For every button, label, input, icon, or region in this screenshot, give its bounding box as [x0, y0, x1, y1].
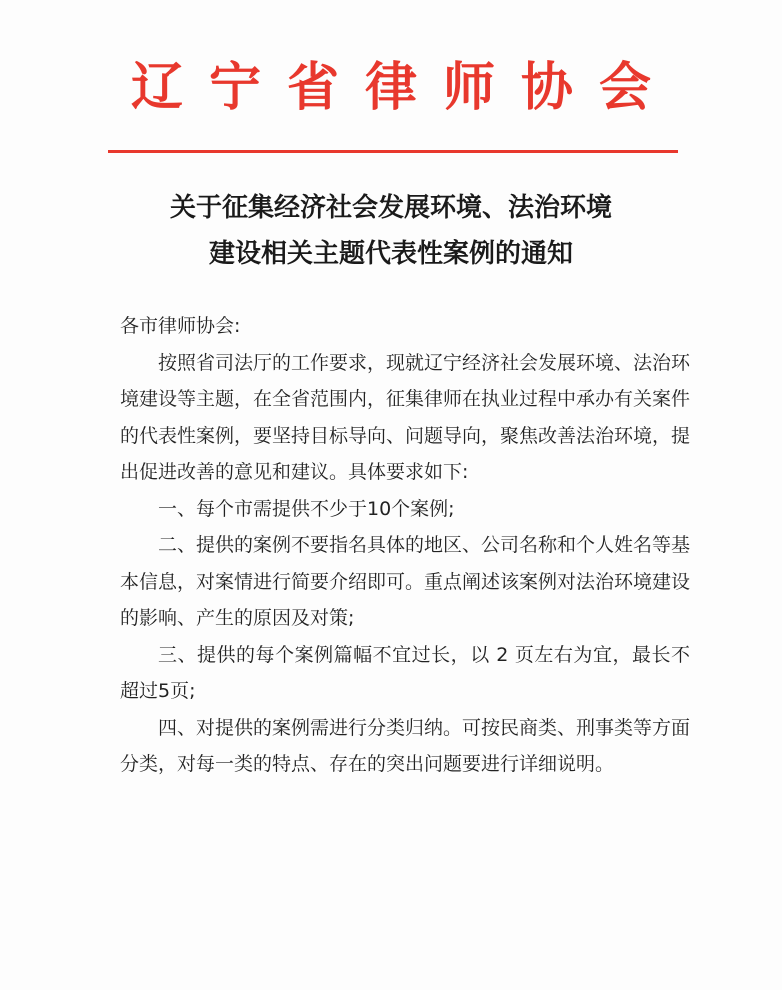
paragraph-intro: 按照省司法厅的工作要求，现就辽宁经济社会发展环境、法治环境建设等主题，在全省范围内，征集律师在执业过程中承办有关案件的代表性案例，要坚持目标导向、问题导向，聚焦改善法治环境，提出促进改善的意见和建议。具体要求如下:: [120, 351, 691, 483]
notice-body: [120, 308, 690, 783]
notice-title-line-2: 建设相关主题代表性案例的通知: [208, 239, 573, 269]
letterhead-title: 辽宁省律师协会: [130, 57, 677, 118]
notice-title-line-1: 关于征集经济社会发展环境、法治环境: [169, 193, 612, 223]
paragraph-item-3: 三、提供的每个案例篇幅不宜过长，以 2 页左右为宜，最长不超过5页;: [120, 643, 690, 702]
paragraph-item-1: 一、每个市需提供不少于10个案例;: [158, 497, 455, 520]
notice-title: [0, 185, 782, 277]
paragraph-item-2: 二、提供的案例不要指名具体的地区、公司名称和个人姓名等基本信息，对案情进行简要介绍即可。重点阐述该案例对法治环境建设的影响、产生的原因及对策;: [120, 534, 691, 629]
paragraph-item-4: 四、对提供的案例需进行分类归纳。可按民商类、刑事类等方面分类，对每一类的特点、存在的突出问题要进行详细说明。: [120, 716, 691, 775]
salutation: 各市律师协会:: [120, 315, 241, 337]
letterhead-divider: [108, 150, 678, 153]
